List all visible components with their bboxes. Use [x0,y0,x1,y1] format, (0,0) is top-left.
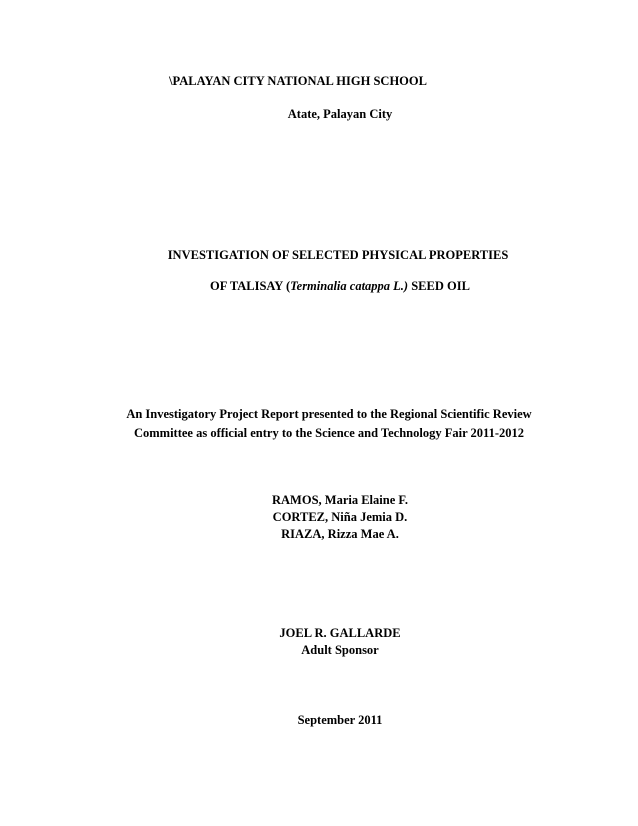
sponsor-role: Adult Sponsor [301,643,379,657]
report-date: September 2011 [297,713,383,727]
title-line-1: INVESTIGATION OF SELECTED PHYSICAL PROPERTIES [167,248,509,262]
author-name: RIAZA, Rizza Mae A. [281,527,399,541]
scientific-name: Terminalia catappa L.) [290,279,409,293]
title-line-2 [21,278,638,294]
description-line-1: An Investigatory Project Report presented to the Regional Scientific Review [126,407,532,421]
author-name: CORTEZ, Niña Jemia D. [272,510,408,524]
title-suffix: SEED OIL [408,279,470,293]
title-prefix: OF TALISAY ( [210,279,291,293]
school-name: \PALAYAN CITY NATIONAL HIGH SCHOOL [169,74,427,88]
sponsor-name: JOEL R. GALLARDE [279,626,401,640]
description-line-2: Committee as official entry to the Science and Technology Fair 2011-2012 [133,426,524,440]
author-name: RAMOS, Maria Elaine F. [272,493,408,507]
school-address: Atate, Palayan City [287,107,393,121]
